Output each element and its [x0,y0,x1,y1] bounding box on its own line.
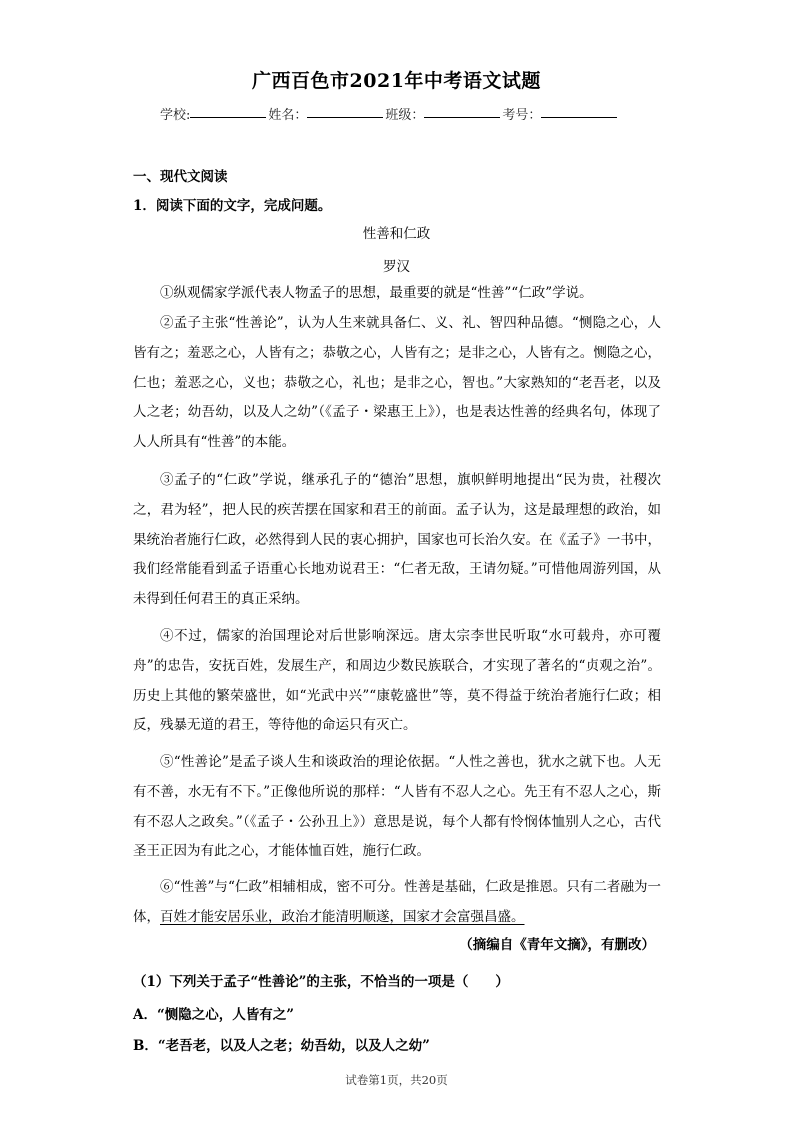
paragraph-2: ②孟子主张“性善论”，认为人生来就具备仁、义、礼、智四种品德。“恻隐之心，人皆有之；羞恶之心，人皆有之；恭敬之心，人皆有之；是非之心，人皆有之。恻隐之心，仁也；羞恶之心，义也；恭敬之心，礼也；是非之心，智也。”大家熟知的“老吾老，以及人之老；幼吾幼，以及人之幼”（《孟子・梁惠王上》），也是表达性善的经典名句，体现了人人所具有“性善”的本能。 [133,315,661,451]
paragraph-1: ①纵观儒家学派代表人物孟子的思想，最重要的就是“性善”“仁政”学说。 [160,285,593,301]
paragraph-6-underlined-text: 百姓才能安居乐业，政治才能清明顺遂，国家才会富强昌盛。 [160,908,525,925]
article-source: （摘编自《青年文摘》，有删改） [459,937,655,953]
article-author: 罗汉 [383,259,410,275]
name-blank [307,104,383,118]
name-label: 姓名： [268,108,308,123]
exam-no-label: 考号： [502,108,542,123]
paragraph-6 [133,873,661,933]
paragraph-3: ③孟子的“仁政”学说，继承孔子的“德治”思想，旗帜鲜明地提出“民为贵，社稷次之，君为轻”，把人民的疾苦摆在国家和君王的前面。孟子认为，这是最理想的政治，如果统治者施行仁政，必然得到人民的衷心拥护，国家也可长治久安。在《孟子》一书中，我们经常能看到孟子语重心长地劝说君王：“仁者无敌，王请勿疑。”可惜他周游列国，从未得到任何君王的真正采纳。 [133,472,661,608]
paragraph-4: ④不过，儒家的治国理论对后世影响深远。唐太宗李世民听取“水可载舟，亦可覆舟”的忠告，安抚百姓，发展生产，和周边少数民族联合，才实现了著名的“贞观之治”。历史上其他的繁荣盛世，如“光武中兴”“康乾盛世”等，莫不得益于统治者施行仁政；相反，残暴无道的君王，等待他的命运只有灭亡。 [133,628,661,734]
question-1-stem: （1）下列关于孟子“性善论”的主张，不恰当的一项是（ ） [133,974,509,990]
option-b: B．“老吾老，以及人之老；幼吾幼，以及人之幼” [133,1038,430,1054]
student-info-row [160,104,640,123]
paragraph-6-text: ⑥“性善”与“仁政”相辅相成，密不可分。性善是基础，仁政是推恩。只有二者融为一体， [133,879,661,925]
exam-no-blank [541,104,617,118]
article-title: 性善和仁政 [362,226,431,242]
class-blank [424,104,500,118]
paragraph-5: ⑤“性善论”是孟子谈人生和谈政治的理论依据。“人性之善也，犹水之就下也。人无有不善，水无有不下。”正像他所说的那样：“人皆有不忍人之心。先王有不忍人之心，斯有不忍人之政矣。”（《孟子・公孙丑上》）意思是说，每个人都有怜悯体恤别人之心，古代圣王正因为有此之心，才能体恤百姓，施行仁政。 [133,754,661,860]
page-title: 广西百色市2021年中考语文试题 [252,70,541,92]
class-label: 班级： [385,108,425,123]
option-a: A．“恻隐之心，人皆有之” [133,1007,295,1023]
school-blank [190,104,266,118]
question-1-instruction: 1．阅读下面的文字，完成问题。 [133,198,332,214]
page-footer: 试卷第1页，共20页 [345,1073,448,1087]
section-heading: 一、现代文阅读 [133,169,228,185]
school-label: 学校: [160,108,191,123]
